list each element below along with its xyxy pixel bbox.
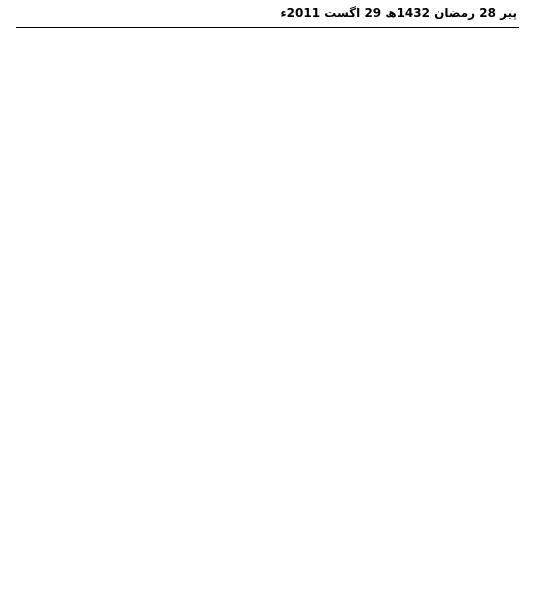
closing-couplet bbox=[16, 594, 517, 612]
subheadline bbox=[16, 92, 517, 138]
article-lead bbox=[16, 146, 517, 496]
article-closing bbox=[16, 575, 517, 594]
header-rule bbox=[16, 27, 519, 28]
verse-line-2 bbox=[16, 522, 517, 541]
headline bbox=[16, 62, 517, 88]
verse-line-1 bbox=[16, 503, 517, 522]
dateline: پیر 28 رمضان 1432ھ 29 اگست 2011ء bbox=[280, 6, 517, 20]
